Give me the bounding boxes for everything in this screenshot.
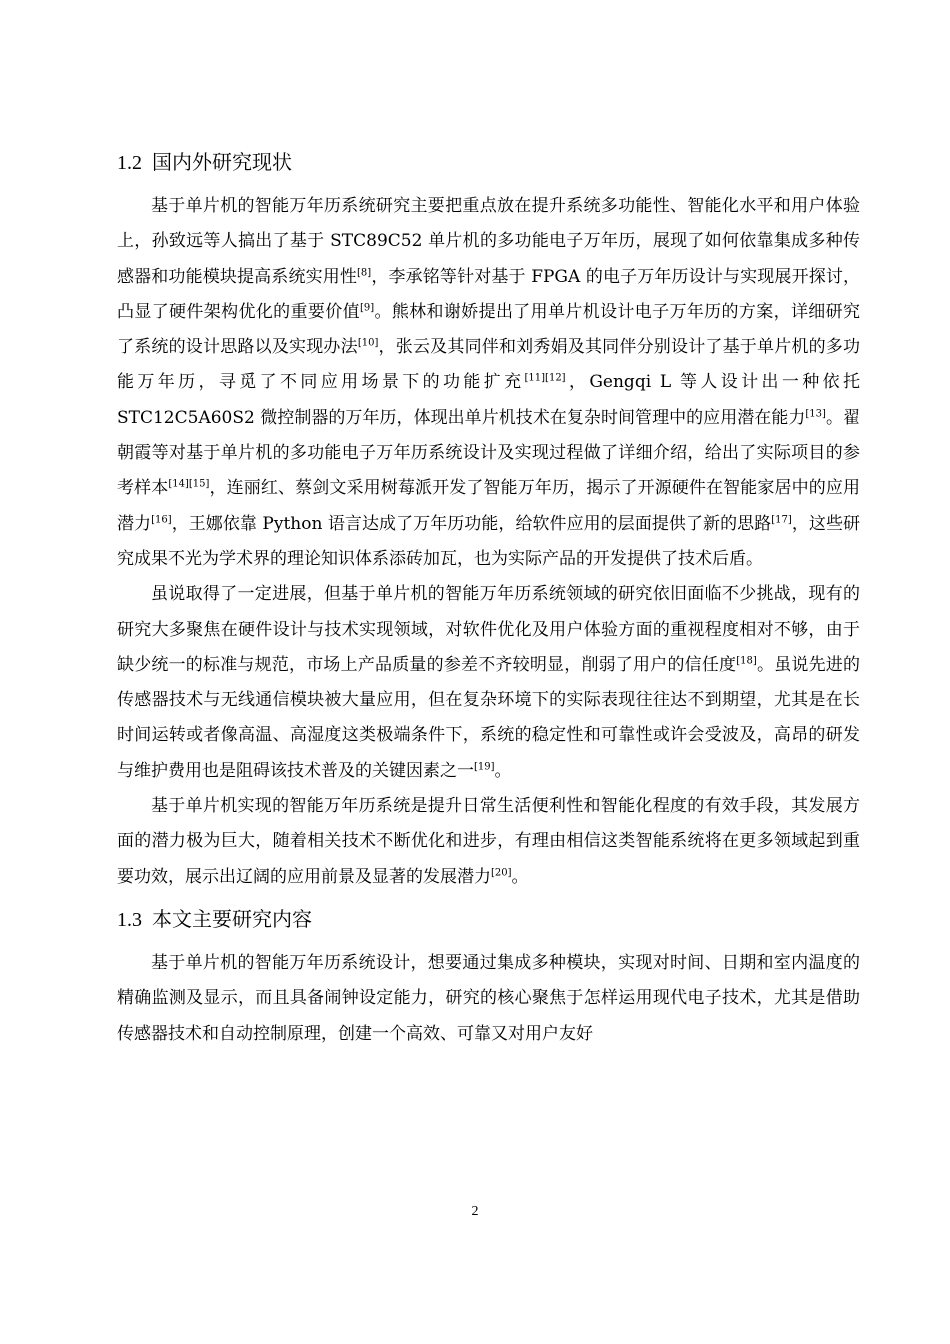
section-title: 本文主要研究内容 xyxy=(152,906,312,931)
citation-ref: [20] xyxy=(491,866,512,878)
page-number: 2 xyxy=(471,1204,479,1219)
citation-ref: [14][15] xyxy=(168,478,210,490)
page-content xyxy=(117,148,860,1052)
paragraph-text: 。虽说先进的传感器技术与无线通信模块被大量应用，但在复杂环境下的实际表现往往达不到期望，尤其是在长时间运转或者像高温、高湿度这类极端条件下，系统的稳定性和可靠性或许会受波及，高昂的研发与维护费用也是阻碍该技术普及的关键因素之一 xyxy=(117,654,861,781)
paragraph-text: ，Gengqi L 等人设计出一种依托 STC12C5A60S2 微控制器的万年历，体现出单片机技术在复杂时间管理中的应用潜在能力 xyxy=(117,372,860,428)
body-paragraph xyxy=(117,577,860,789)
body-paragraph xyxy=(117,189,860,577)
paragraph-text: ，李承铭等针对基于 FPGA 的电子万年历设计与实现展开探讨，凸显了硬件架构优化的重要价值 xyxy=(117,266,861,322)
citation-ref: [9] xyxy=(359,302,375,314)
body-paragraph xyxy=(117,946,860,1052)
paragraph-text: 。熊林和谢娇提出了用单片机设计电子万年历的方案，详细研究了系统的设计思路以及实现办法 xyxy=(117,301,861,358)
paragraph-text: 。 xyxy=(511,866,529,887)
paragraph-text: 基于单片机的智能万年历系统研究主要把重点放在提升系统多功能性、智能化水平和用户体验上，孙致远等人搞出了基于 STC89C52 单片机的多功能电子万年历，展现了如何依靠集成多种传感器和功能模块提高系统实用性 xyxy=(117,196,860,287)
paragraph-text: ，王娜依靠 Python 语言达成了万年历功能，给软件应用的层面提供了新的思路 xyxy=(171,513,772,534)
section-title: 国内外研究现状 xyxy=(152,150,292,174)
citation-ref: [8] xyxy=(357,266,372,278)
citation-ref: [16] xyxy=(151,514,172,526)
citation-ref: [19] xyxy=(474,761,495,773)
paragraph-text: 虽说取得了一定进展，但基于单片机的智能万年历系统领域的研究依旧面临不少挑战，现有的研究大多聚焦在硬件设计与技术实现领域，对软件优化及用户体验方面的重视程度相对不够，由于缺少统一的标准与规范，市场上产品质量的参差不齐较明显，削弱了用户的信任度 xyxy=(117,584,860,675)
section-number: 1.2 xyxy=(117,152,142,174)
citation-ref: [10] xyxy=(357,337,379,349)
citation-ref: [13] xyxy=(805,408,826,420)
paragraph-text: ，连丽红、蔡剑文采用树莓派开发了智能万年历，揭示了开源硬件在智能家居中的应用潜力 xyxy=(117,478,861,534)
paragraph-text: 基于单片机实现的智能万年历系统是提升日常生活便利性和智能化程度的有效手段，其发展方面的潜力极为巨大，随着相关技术不断优化和进步，有理由相信这类智能系统将在更多领域起到重要功效，展示出辽阔的应用前景及显著的发展潜力 xyxy=(117,796,860,887)
section-heading-1-2 xyxy=(117,148,860,177)
paragraph-text: ，这些研究成果不光为学术界的理论知识体系添砖加瓦，也为实际产品的开发提供了技术后盾。 xyxy=(117,513,860,569)
citation-ref: [11][12] xyxy=(524,372,566,384)
citation-ref: [18] xyxy=(736,655,757,667)
paragraph-text: ，张云及其同伴和刘秀娟及其同伴分别设计了基于单片机的多功能万年历，寻觅了不同应用场景下的功能扩充 xyxy=(117,337,861,393)
citation-ref: [17] xyxy=(771,514,792,526)
section-heading-1-3 xyxy=(117,905,860,934)
paragraph-text: 。 xyxy=(494,760,512,781)
body-paragraph xyxy=(117,789,860,895)
paragraph-text: 。翟朝霞等对基于单片机的多功能电子万年历系统设计及实现过程做了详细介绍，给出了实际项目的参考样本 xyxy=(117,407,860,499)
section-number: 1.3 xyxy=(117,908,142,931)
paragraph-text: 基于单片机的智能万年历系统设计，想要通过集成多种模块，实现对时间、日期和室内温度的精确监测及显示，而且具备闹钟设定能力，研究的核心聚焦于怎样运用现代电子技术，尤其是借助传感器技术和自动控制原理，创建一个高效、可靠又对用户友好 xyxy=(117,952,860,1044)
